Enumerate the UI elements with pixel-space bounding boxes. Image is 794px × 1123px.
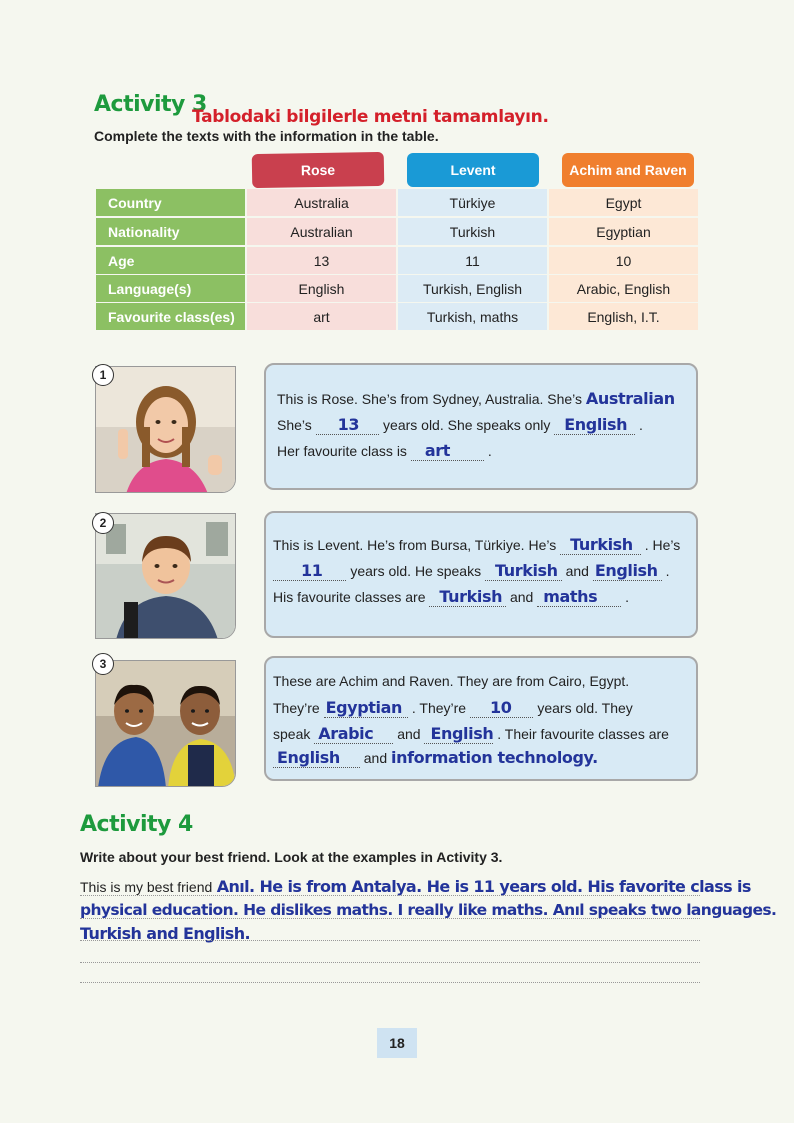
cell-achim-nationality: Egyptian bbox=[549, 218, 698, 245]
text-3-line-3 bbox=[273, 724, 669, 744]
answer-3-1: Egyptian bbox=[325, 698, 402, 717]
photo-rose bbox=[95, 366, 236, 493]
cell-achim-languages: Arabic, English bbox=[549, 275, 698, 302]
text-2-l1a: This is Levent. He’s from Bursa, Türkiye. He’s bbox=[273, 537, 557, 553]
text-3-line-4 bbox=[273, 748, 598, 768]
activity-3-title-tr: Tablodaki bilgilerle metni tamamlayın. bbox=[192, 107, 549, 127]
answer-3-2: 10 bbox=[489, 698, 512, 717]
text-2-l2a: years old. He speaks bbox=[350, 563, 482, 579]
text-1-line-3: Her favourite class is art . bbox=[277, 441, 492, 460]
text-1-l2a: She’s bbox=[277, 417, 312, 433]
writing-line-5 bbox=[80, 982, 700, 983]
answer-3-5: English bbox=[277, 748, 340, 767]
header-levent: Levent bbox=[407, 153, 539, 187]
row-label-age: Age bbox=[96, 247, 245, 274]
cell-rose-age: 13 bbox=[247, 247, 396, 274]
photo-achim-raven bbox=[95, 660, 236, 787]
text-2-l3b: and bbox=[509, 589, 534, 605]
text-1-l1a: This is Rose. She’s from Sydney, Australia. She’s bbox=[277, 391, 583, 407]
text-3-l3b: and bbox=[397, 726, 421, 742]
text-1-line-1 bbox=[277, 389, 675, 408]
activity-4-answer-2: physical education. He dislikes maths. I really like maths. Anıl speaks two languages. bbox=[80, 901, 777, 919]
answer-1-1: Australian bbox=[585, 389, 675, 408]
cell-levent-languages: Turkish, English bbox=[398, 275, 547, 302]
text-3-l1a: These are Achim and Raven. They are from Cairo, Egypt. bbox=[273, 673, 630, 689]
activity-4-line-1 bbox=[80, 877, 751, 897]
answer-2-1: Turkish bbox=[570, 535, 633, 554]
text-3-line-1 bbox=[273, 673, 629, 689]
activity-4-title: Activity 4 bbox=[80, 812, 193, 837]
text-3-l2b: . They’re bbox=[411, 700, 467, 716]
activity-4-instruction: Write about your best friend. Look at the examples in Activity 3. bbox=[80, 849, 503, 865]
text-3-l3a: speak bbox=[273, 726, 311, 742]
writing-line-3 bbox=[80, 940, 700, 941]
text-box-2 bbox=[264, 511, 698, 638]
item-number-1: 1 bbox=[92, 364, 114, 386]
answer-3-4: English bbox=[430, 724, 494, 743]
text-2-l3a: His favourite classes are bbox=[273, 589, 426, 605]
text-3-l3c: . Their favourite classes are bbox=[497, 726, 669, 742]
text-1-l3a: Her favourite class is bbox=[277, 443, 407, 459]
answer-3-3: Arabic bbox=[318, 724, 374, 743]
answer-3-6: information technology. bbox=[391, 748, 598, 767]
cell-levent-favourite: Turkish, maths bbox=[398, 303, 547, 330]
answer-2-2: 11 bbox=[301, 561, 323, 580]
cell-rose-country: Australia bbox=[247, 189, 396, 216]
text-3-l2a: They’re bbox=[273, 700, 320, 716]
cell-rose-favourite: art bbox=[247, 303, 396, 330]
text-box-3 bbox=[264, 656, 698, 781]
writing-line-4 bbox=[80, 962, 700, 963]
answer-2-5: Turkish bbox=[439, 587, 503, 606]
row-label-country: Country bbox=[96, 189, 245, 216]
cell-achim-favourite: English, I.T. bbox=[549, 303, 698, 330]
answer-2-4: English bbox=[594, 561, 658, 580]
text-3-l4b: and bbox=[363, 750, 388, 766]
answer-2-6: maths bbox=[543, 587, 598, 606]
activity-4-prompt: This is my best friend bbox=[80, 879, 213, 895]
item-number-2: 2 bbox=[92, 512, 114, 534]
row-label-nationality: Nationality bbox=[96, 218, 245, 245]
cell-rose-nationality: Australian bbox=[247, 218, 396, 245]
writing-line-2 bbox=[80, 918, 700, 919]
cell-achim-country: Egypt bbox=[549, 189, 698, 216]
answer-1-4: art bbox=[424, 441, 450, 460]
photo-levent bbox=[95, 513, 236, 639]
page-number: 18 bbox=[377, 1028, 417, 1058]
text-2-line-2: 11 years old. He speaks Turkish and English . bbox=[273, 561, 669, 581]
cell-achim-age: 10 bbox=[549, 247, 698, 274]
text-2-line-3: His favourite classes are Turkish and maths . bbox=[273, 587, 630, 606]
text-3-l2c: years old. They bbox=[537, 700, 633, 716]
cell-levent-country: Türkiye bbox=[398, 189, 547, 216]
row-label-languages: Language(s) bbox=[96, 275, 245, 302]
answer-1-2: 13 bbox=[337, 415, 360, 434]
answer-2-3: Turkish bbox=[494, 561, 558, 580]
text-3-line-2 bbox=[273, 698, 633, 718]
cell-rose-languages: English bbox=[247, 275, 396, 302]
text-2-l1b: He’s bbox=[652, 537, 681, 553]
writing-line-1 bbox=[80, 895, 700, 896]
text-2-l2b: and bbox=[565, 563, 589, 579]
activity-4-answer-1: Anıl. He is from Antalya. He is 11 years old. His favorite class is bbox=[216, 877, 751, 896]
activity-3-title: Activity 3 bbox=[94, 92, 207, 117]
text-1-l2b: years old. She speaks only bbox=[383, 417, 551, 433]
answer-1-3: English bbox=[564, 415, 628, 434]
activity-3-instruction: Complete the texts with the information in the table. bbox=[94, 128, 439, 144]
item-number-3: 3 bbox=[92, 653, 114, 675]
row-label-favourite: Favourite class(es) bbox=[96, 303, 245, 330]
text-1-line-2: She’s 13 years old. She speaks only English . bbox=[277, 415, 643, 434]
text-box-1 bbox=[264, 363, 698, 490]
header-achim-raven: Achim and Raven bbox=[562, 153, 694, 187]
header-rose: Rose bbox=[252, 152, 385, 188]
cell-levent-age: 11 bbox=[398, 247, 547, 274]
cell-levent-nationality: Turkish bbox=[398, 218, 547, 245]
activity-4-answer-3: Turkish and English. bbox=[80, 924, 250, 943]
text-2-line-1: This is Levent. He’s from Bursa, Türkiye. He’s Turkish . He’s bbox=[273, 535, 681, 554]
